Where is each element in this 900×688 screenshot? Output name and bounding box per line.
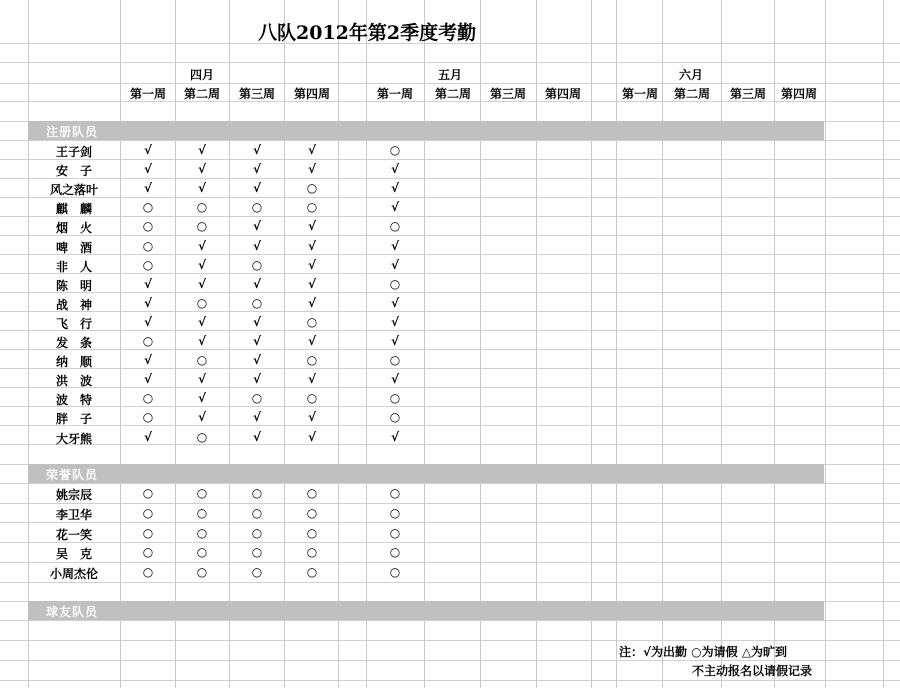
- leave-mark: ○: [306, 486, 318, 500]
- grid-row-line: [0, 216, 900, 217]
- member-name: 啤 酒: [55, 241, 92, 255]
- attend-mark: √: [390, 258, 399, 272]
- leave-mark: ○: [196, 506, 208, 520]
- section-band-registered: [28, 121, 824, 140]
- leave-mark: ○: [142, 410, 154, 424]
- grid-row-line: [0, 620, 900, 621]
- leave-mark: ○: [389, 486, 401, 500]
- leave-mark: ○: [306, 565, 318, 579]
- attend-mark: √: [197, 277, 206, 291]
- attend-mark: √: [197, 334, 206, 348]
- leave-mark: ○: [196, 486, 208, 500]
- member-name: 战 神: [55, 298, 92, 312]
- member-name: 飞 行: [55, 317, 92, 331]
- attend-mark: √: [143, 277, 152, 291]
- leave-mark: ○: [306, 506, 318, 520]
- attend-mark: √: [252, 353, 261, 367]
- leave-mark: ○: [306, 526, 318, 540]
- attend-mark: √: [252, 181, 261, 195]
- grid-column-line: [616, 0, 617, 688]
- grid-row-line: [0, 562, 900, 563]
- grid-row-line: [0, 425, 900, 426]
- grid-row-line: [0, 311, 900, 312]
- sheet-title: 八队2012年第2季度考勤: [258, 22, 477, 44]
- legend-note: 注：√为出勤 ○为请假 △为旷到: [619, 645, 788, 659]
- leave-mark: ○: [251, 545, 263, 559]
- week-header: 第二周: [183, 87, 220, 101]
- attend-mark: √: [197, 315, 206, 329]
- attend-mark: √: [390, 181, 399, 195]
- attend-mark: √: [252, 239, 261, 253]
- member-name: 吴 克: [55, 547, 92, 561]
- section-band-honorary: [28, 464, 824, 483]
- leave-mark: ○: [142, 506, 154, 520]
- grid-column-line: [175, 0, 176, 688]
- grid-row-line: [0, 444, 900, 445]
- leave-mark: ○: [389, 526, 401, 540]
- member-name: 陈 明: [55, 279, 92, 293]
- leave-mark: ○: [251, 486, 263, 500]
- grid-row-line: [0, 159, 900, 160]
- week-header: 第一周: [621, 87, 658, 101]
- leave-mark: ○: [142, 239, 154, 253]
- member-name: 非 人: [55, 260, 92, 274]
- leave-mark: ○: [306, 181, 318, 195]
- attend-mark: √: [390, 296, 399, 310]
- attend-mark: √: [390, 430, 399, 444]
- grid-row-line: [0, 349, 900, 350]
- week-header: 第三周: [729, 87, 766, 101]
- section-label-friends: 球友队员: [46, 605, 99, 619]
- attend-mark: √: [143, 143, 152, 157]
- leave-mark: ○: [389, 391, 401, 405]
- attend-mark: √: [252, 277, 261, 291]
- attend-mark: √: [307, 334, 316, 348]
- member-name: 李卫华: [55, 508, 92, 522]
- attend-mark: √: [252, 372, 261, 386]
- attend-mark: √: [143, 181, 152, 195]
- grid-row-line: [0, 406, 900, 407]
- leave-mark: ○: [142, 200, 154, 214]
- leave-mark: ○: [196, 545, 208, 559]
- leave-mark: ○: [389, 353, 401, 367]
- week-header: 第二周: [673, 87, 710, 101]
- member-name: 风之落叶: [49, 183, 98, 197]
- leave-mark: ○: [389, 506, 401, 520]
- attend-mark: √: [143, 296, 152, 310]
- leave-mark: ○: [196, 219, 208, 233]
- leave-mark: ○: [389, 219, 401, 233]
- grid-row-line: [0, 235, 900, 236]
- month-label-june: 六月: [679, 68, 704, 82]
- grid-column-line: [536, 0, 537, 688]
- attend-mark: √: [197, 410, 206, 424]
- section-label-registered: 注册队员: [46, 125, 99, 139]
- grid-column-line: [120, 0, 121, 688]
- grid-row-line: [0, 292, 900, 293]
- week-header: 第二周: [434, 87, 471, 101]
- leave-mark: ○: [306, 545, 318, 559]
- attend-mark: √: [197, 143, 206, 157]
- leave-mark: ○: [196, 200, 208, 214]
- leave-mark: ○: [142, 545, 154, 559]
- member-name: 洪 波: [55, 374, 92, 388]
- week-header: 第四周: [544, 87, 581, 101]
- member-name: 花一笑: [55, 528, 92, 542]
- leave-mark: ○: [251, 526, 263, 540]
- attend-mark: √: [307, 162, 316, 176]
- leave-mark: ○: [196, 565, 208, 579]
- grid-column-line: [284, 0, 285, 688]
- week-header: 第三周: [238, 87, 275, 101]
- grid-column-line: [774, 0, 775, 688]
- leave-mark: ○: [389, 565, 401, 579]
- attend-mark: √: [252, 430, 261, 444]
- attend-mark: √: [390, 200, 399, 214]
- member-name: 安 子: [55, 164, 92, 178]
- attend-mark: √: [252, 143, 261, 157]
- section-label-honorary: 荣誉队员: [46, 468, 99, 482]
- member-name: 烟 火: [55, 221, 92, 235]
- leave-mark: ○: [251, 391, 263, 405]
- member-name: 大牙熊: [55, 432, 92, 446]
- leave-mark: ○: [306, 391, 318, 405]
- grid-row-line: [0, 197, 900, 198]
- member-name: 小周杰伦: [49, 567, 98, 581]
- attend-mark: √: [307, 430, 316, 444]
- grid-row-line: [0, 62, 900, 63]
- leave-mark: ○: [389, 545, 401, 559]
- attend-mark: √: [143, 162, 152, 176]
- attend-mark: √: [307, 219, 316, 233]
- attend-mark: √: [390, 372, 399, 386]
- remark-note: 不主动报名以请假记录: [692, 664, 813, 678]
- leave-mark: ○: [142, 486, 154, 500]
- member-name: 波 特: [55, 393, 92, 407]
- member-name: 发 条: [55, 336, 92, 350]
- grid-row-line: [0, 542, 900, 543]
- grid-column-line: [662, 0, 663, 688]
- leave-mark: ○: [142, 526, 154, 540]
- attend-mark: √: [143, 353, 152, 367]
- attend-mark: √: [307, 277, 316, 291]
- attend-mark: √: [307, 143, 316, 157]
- attend-mark: √: [143, 430, 152, 444]
- leave-mark: ○: [251, 296, 263, 310]
- attend-mark: √: [252, 334, 261, 348]
- attend-mark: √: [390, 239, 399, 253]
- grid-row-line: [0, 680, 900, 681]
- member-name: 姚宗辰: [55, 488, 92, 502]
- attend-mark: √: [307, 258, 316, 272]
- grid-row-line: [0, 503, 900, 504]
- member-name: 胖 子: [55, 412, 92, 426]
- attend-mark: √: [252, 162, 261, 176]
- month-label-april: 四月: [190, 68, 215, 82]
- leave-mark: ○: [196, 526, 208, 540]
- attend-mark: √: [197, 258, 206, 272]
- section-band-friends: [28, 601, 824, 620]
- grid-row-line: [0, 83, 900, 84]
- grid-row-line: [0, 330, 900, 331]
- member-name: 麒 麟: [55, 202, 92, 216]
- attend-mark: √: [252, 410, 261, 424]
- leave-mark: ○: [306, 200, 318, 214]
- leave-mark: ○: [196, 296, 208, 310]
- attend-mark: √: [307, 372, 316, 386]
- grid-column-line: [229, 0, 230, 688]
- week-header: 第三周: [489, 87, 526, 101]
- attend-mark: √: [307, 239, 316, 253]
- attend-mark: √: [307, 296, 316, 310]
- grid-row-line: [0, 660, 900, 661]
- grid-column-line: [825, 0, 826, 688]
- leave-mark: ○: [142, 219, 154, 233]
- month-label-may: 五月: [438, 68, 463, 82]
- grid-row-line: [0, 178, 900, 179]
- leave-mark: ○: [142, 334, 154, 348]
- leave-mark: ○: [142, 565, 154, 579]
- grid-column-line: [721, 0, 722, 688]
- leave-mark: ○: [306, 315, 318, 329]
- leave-mark: ○: [142, 391, 154, 405]
- leave-mark: ○: [389, 277, 401, 291]
- leave-mark: ○: [306, 353, 318, 367]
- grid-column-line: [366, 0, 367, 688]
- attend-mark: √: [197, 391, 206, 405]
- attend-mark: √: [197, 372, 206, 386]
- leave-mark: ○: [251, 200, 263, 214]
- leave-mark: ○: [251, 506, 263, 520]
- leave-mark: ○: [196, 353, 208, 367]
- grid-row-line: [0, 640, 900, 641]
- member-name: 纳 顺: [55, 355, 92, 369]
- grid-row-line: [0, 368, 900, 369]
- grid-row-line: [0, 273, 900, 274]
- attend-mark: √: [197, 239, 206, 253]
- grid-column-line: [424, 0, 425, 688]
- member-name: 王子剑: [55, 145, 92, 159]
- week-header: 第四周: [780, 87, 817, 101]
- leave-mark: ○: [142, 258, 154, 272]
- attend-mark: √: [390, 315, 399, 329]
- grid-row-line: [0, 483, 900, 484]
- grid-row-line: [0, 140, 900, 141]
- leave-mark: ○: [389, 143, 401, 157]
- attend-mark: √: [197, 162, 206, 176]
- grid-column-line: [591, 0, 592, 688]
- grid-column-line: [480, 0, 481, 688]
- leave-mark: ○: [389, 410, 401, 424]
- attend-mark: √: [252, 219, 261, 233]
- attend-mark: √: [143, 315, 152, 329]
- leave-mark: ○: [251, 565, 263, 579]
- grid-row-line: [0, 522, 900, 523]
- attend-mark: √: [307, 410, 316, 424]
- attend-mark: √: [390, 162, 399, 176]
- attend-mark: √: [390, 334, 399, 348]
- grid-row-line: [0, 387, 900, 388]
- grid-column-line: [338, 0, 339, 688]
- leave-mark: ○: [251, 258, 263, 272]
- attend-mark: √: [143, 372, 152, 386]
- attend-mark: √: [197, 181, 206, 195]
- grid-column-line: [883, 0, 884, 688]
- grid-row-line: [0, 582, 900, 583]
- week-header: 第一周: [129, 87, 166, 101]
- week-header: 第四周: [293, 87, 330, 101]
- attend-mark: √: [252, 315, 261, 329]
- grid-row-line: [0, 254, 900, 255]
- leave-mark: ○: [196, 430, 208, 444]
- week-header: 第一周: [376, 87, 413, 101]
